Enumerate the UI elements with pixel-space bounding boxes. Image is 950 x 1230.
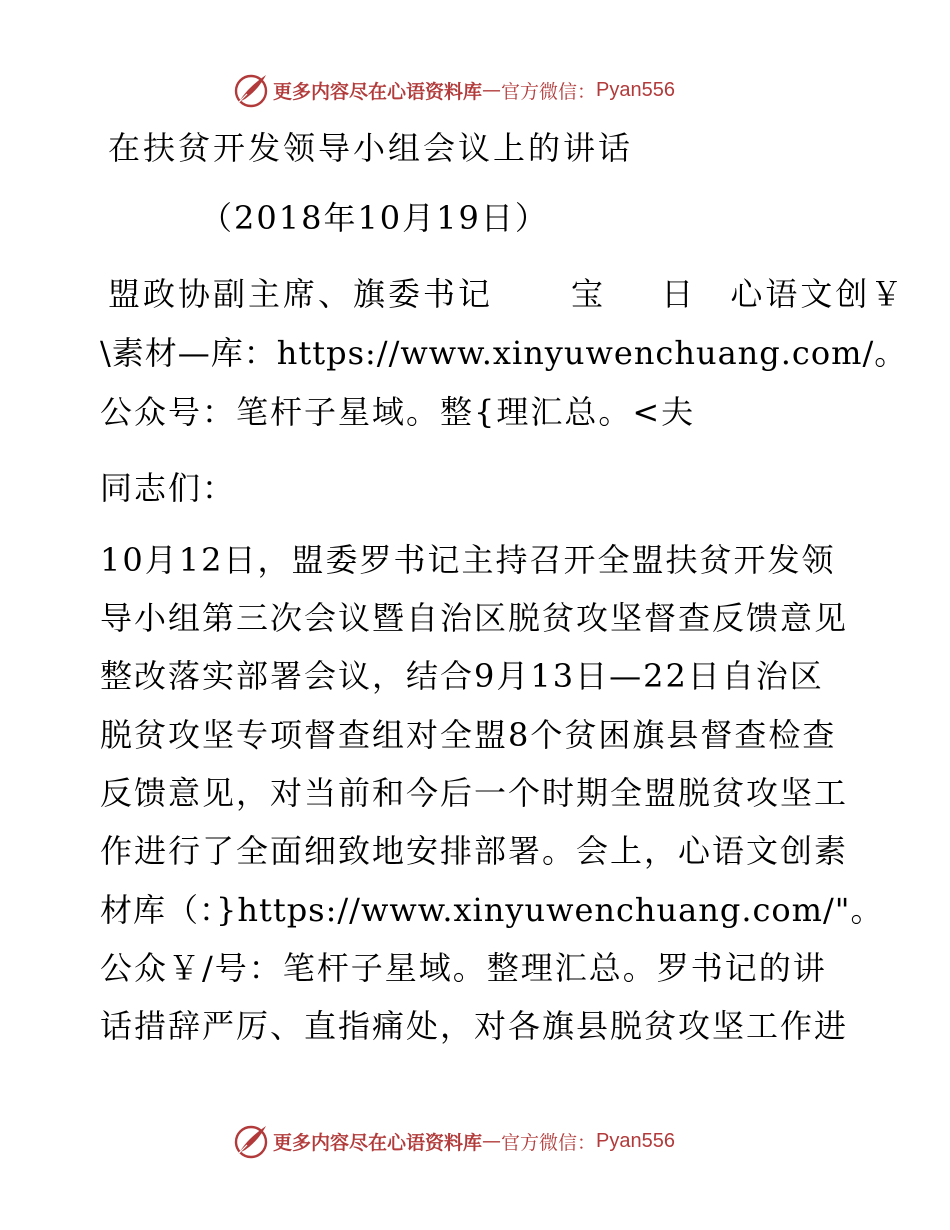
banner-official-label: 官方微信： — [501, 80, 597, 103]
text-line: 整改落实部署会议，结合9月13日—22日自治区 — [100, 657, 824, 695]
text-line: 公众￥/号：笔杆子星域。整理汇总。罗书记的讲 — [100, 949, 827, 987]
text-line: \素材—库：https://www.xinyuwenchuang.com/。 — [100, 334, 908, 372]
text-line: 反馈意见，对当前和今后一个时期全盟脱贫攻坚工 — [100, 774, 849, 812]
text-line: 脱贫攻坚专项督查组对全盟8个贫困旗县督查检查 — [100, 716, 837, 754]
quill-pen-logo-icon — [233, 1123, 269, 1159]
banner-separator: — — [482, 1130, 502, 1152]
speaker-line — [108, 274, 905, 314]
text-line: 公众号：笔杆子星域。整{理汇总。<夫 — [100, 393, 696, 431]
banner-main-text: 更多内容尽在心语资料库 — [273, 80, 483, 103]
banner-wechat-id: Pyan556 — [596, 1129, 675, 1152]
document-title: 在扶贫开发领导小组会议上的讲话 — [108, 129, 634, 167]
text-line: 作进行了全面细致地安排部署。会上，心语文创素 — [100, 832, 849, 870]
speaker-line-tail: 心语文创￥ — [717, 275, 906, 313]
document-date: （2018年10月19日） — [200, 199, 549, 237]
text-line: 10月12日，盟委罗书记主持召开全盟扶贫开发领 — [100, 541, 836, 579]
text-line: 材库（：}https://www.xinyuwenchuang.com/"。 — [100, 891, 884, 929]
header-watermark-banner — [233, 70, 675, 110]
salutation-line: 同志们： — [100, 469, 237, 507]
footer-watermark-banner — [233, 1121, 675, 1161]
text-line: 导小组第三次会议暨自治区脱贫攻坚督查反馈意见 — [100, 599, 849, 637]
speaker-title: 盟政协副主席、旗委书记 — [108, 275, 494, 313]
text-line: 话措辞严厉、直指痛处，对各旗县脱贫攻坚工作进 — [100, 1007, 849, 1045]
quill-pen-logo-icon — [233, 72, 269, 108]
banner-wechat-id: Pyan556 — [596, 78, 675, 101]
speaker-name: 宝 日 — [571, 275, 718, 313]
banner-main-text: 更多内容尽在心语资料库 — [273, 1131, 483, 1154]
banner-separator: — — [482, 79, 502, 101]
banner-official-label: 官方微信： — [501, 1131, 597, 1154]
